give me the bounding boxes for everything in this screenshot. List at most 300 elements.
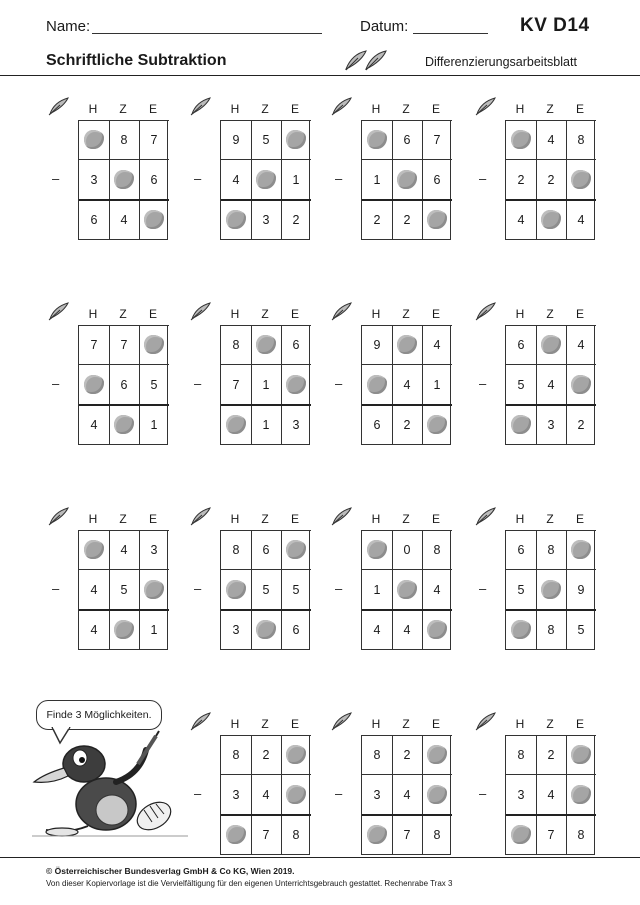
digit-cell: 8 xyxy=(232,747,240,762)
minus-sign: – xyxy=(335,376,343,391)
digit-cell: 6 xyxy=(150,172,158,187)
digit-cell: 2 xyxy=(262,747,270,762)
column-header: E xyxy=(575,102,584,116)
ink-blot-icon xyxy=(144,210,164,229)
digit-cell: 5 xyxy=(517,377,525,392)
ink-blot-icon xyxy=(511,825,531,844)
ink-blot-icon xyxy=(144,335,164,354)
missing-digit-cell[interactable] xyxy=(362,365,392,404)
column-header: E xyxy=(575,307,584,321)
ink-blot-icon xyxy=(541,335,561,354)
subtraction-problem xyxy=(190,90,320,240)
digit-cell: 0 xyxy=(403,542,411,557)
digit-cell: 4 xyxy=(120,542,128,557)
digit-cell: 1 xyxy=(150,622,158,637)
digit-cell: 3 xyxy=(232,622,240,637)
column-header: Z xyxy=(119,307,127,321)
feather-quill-icon xyxy=(331,96,355,116)
column-header: Z xyxy=(261,102,269,116)
missing-digit-cell[interactable] xyxy=(422,405,452,444)
digit-cell: 4 xyxy=(120,212,128,227)
digit-cell: 2 xyxy=(547,747,555,762)
missing-digit-cell[interactable] xyxy=(79,530,109,569)
column-header: H xyxy=(371,307,381,321)
digit-cell: 3 xyxy=(517,787,525,802)
minus-sign: – xyxy=(52,376,60,391)
digit-cell: 4 xyxy=(547,377,555,392)
minus-sign: – xyxy=(52,581,60,596)
column-header: H xyxy=(230,307,240,321)
header-divider xyxy=(0,75,640,76)
digit-cell: 8 xyxy=(433,827,441,842)
subtraction-problem xyxy=(331,705,461,855)
place-value-grid xyxy=(361,713,451,855)
digit-cell: 8 xyxy=(547,622,555,637)
column-header: E xyxy=(431,307,440,321)
footer-copyright: © Österreichischer Bundesverlag GmbH & Co KG, Wien 2019. xyxy=(46,866,295,876)
digit-cell: 1 xyxy=(373,172,381,187)
digit-cell: 6 xyxy=(120,377,128,392)
digit-cell: 4 xyxy=(403,377,411,392)
missing-digit-cell[interactable] xyxy=(362,120,392,159)
digit-cell: 2 xyxy=(403,212,411,227)
feather-quill-icon xyxy=(475,506,499,526)
column-header: H xyxy=(371,512,381,526)
column-header: H xyxy=(371,717,381,731)
name-label: Name: xyxy=(46,18,91,35)
digit-cell: 1 xyxy=(262,417,270,432)
digit-cell: 8 xyxy=(433,542,441,557)
digit-cell: 8 xyxy=(373,747,381,762)
ink-blot-icon xyxy=(286,785,306,804)
digit-cell: 2 xyxy=(547,172,555,187)
digit-cell: 3 xyxy=(90,172,98,187)
ink-blot-icon xyxy=(226,415,246,434)
digit-cell: 4 xyxy=(547,787,555,802)
missing-digit-cell[interactable] xyxy=(392,160,422,199)
ink-blot-icon xyxy=(427,745,447,764)
place-value-grid xyxy=(505,713,595,855)
column-header: E xyxy=(148,102,157,116)
ink-blot-icon xyxy=(114,170,134,189)
ink-blot-icon xyxy=(511,130,531,149)
missing-digit-cell[interactable] xyxy=(566,160,596,199)
ink-blot-icon xyxy=(427,785,447,804)
column-header: Z xyxy=(402,512,410,526)
digit-cell: 2 xyxy=(403,417,411,432)
column-header: E xyxy=(148,512,157,526)
column-header: Z xyxy=(402,307,410,321)
feather-quill-icon xyxy=(48,301,72,321)
place-value-grid xyxy=(220,508,310,650)
column-header: H xyxy=(371,102,381,116)
ink-blot-icon xyxy=(367,375,387,394)
minus-sign: – xyxy=(479,786,487,801)
feather-quill-icon xyxy=(331,506,355,526)
digit-cell: 3 xyxy=(150,542,158,557)
subtraction-problem xyxy=(331,90,461,240)
feather-quill-icon xyxy=(190,506,214,526)
ink-blot-icon xyxy=(511,620,531,639)
place-value-grid xyxy=(78,98,168,240)
digit-cell: 4 xyxy=(90,582,98,597)
ink-blot-icon xyxy=(571,170,591,189)
feather-quill-icon xyxy=(331,711,355,731)
missing-digit-cell[interactable] xyxy=(281,365,311,404)
ink-blot-icon xyxy=(571,745,591,764)
missing-digit-cell[interactable] xyxy=(362,530,392,569)
digit-cell: 6 xyxy=(433,172,441,187)
digit-cell: 8 xyxy=(577,132,585,147)
digit-cell: 4 xyxy=(433,582,441,597)
digit-cell: 9 xyxy=(373,337,381,352)
missing-digit-cell[interactable] xyxy=(139,325,169,364)
place-value-grid xyxy=(361,508,451,650)
minus-sign: – xyxy=(479,376,487,391)
missing-digit-cell[interactable] xyxy=(281,775,311,814)
ink-blot-icon xyxy=(367,825,387,844)
minus-sign: – xyxy=(194,376,202,391)
digit-cell: 4 xyxy=(517,212,525,227)
missing-digit-cell[interactable] xyxy=(506,815,536,854)
feather-quill-icon xyxy=(48,96,72,116)
missing-digit-cell[interactable] xyxy=(79,365,109,404)
speech-bubble xyxy=(36,700,162,730)
minus-sign: – xyxy=(52,171,60,186)
digit-cell: 6 xyxy=(517,337,525,352)
ink-blot-icon xyxy=(286,375,306,394)
difficulty-feathers-icon xyxy=(344,48,390,72)
missing-digit-cell[interactable] xyxy=(536,200,566,239)
missing-digit-cell[interactable] xyxy=(281,735,311,774)
place-value-grid xyxy=(220,303,310,445)
missing-digit-cell[interactable] xyxy=(251,610,281,649)
missing-digit-cell[interactable] xyxy=(109,610,139,649)
column-header: E xyxy=(431,717,440,731)
feather-quill-icon xyxy=(475,711,499,731)
worksheet-code: KV D14 xyxy=(520,15,590,36)
footer-divider xyxy=(0,857,640,858)
digit-cell: 6 xyxy=(292,622,300,637)
date-field[interactable] xyxy=(413,33,488,34)
minus-sign: – xyxy=(335,786,343,801)
digit-cell: 3 xyxy=(292,417,300,432)
column-header: Z xyxy=(402,717,410,731)
digit-cell: 3 xyxy=(232,787,240,802)
digit-cell: 2 xyxy=(517,172,525,187)
missing-digit-cell[interactable] xyxy=(506,610,536,649)
digit-cell: 1 xyxy=(150,417,158,432)
place-value-grid xyxy=(361,303,451,445)
digit-cell: 7 xyxy=(120,337,128,352)
ink-blot-icon xyxy=(427,210,447,229)
column-header: E xyxy=(290,102,299,116)
speech-bubble-text: Finde 3 Möglichkeiten. xyxy=(46,709,152,721)
place-value-grid xyxy=(78,303,168,445)
ink-blot-icon xyxy=(397,170,417,189)
digit-cell: 7 xyxy=(547,827,555,842)
subtraction-problem xyxy=(331,295,461,445)
minus-sign: – xyxy=(335,581,343,596)
missing-digit-cell[interactable] xyxy=(536,570,566,609)
footer-note: Von dieser Kopiervorlage ist die Vervielfältigung für den eigenen Unterrichtsgebrauch gestattet. Rechenrabe Trax 3 xyxy=(46,879,453,888)
column-header: H xyxy=(230,512,240,526)
digit-cell: 9 xyxy=(232,132,240,147)
column-header: Z xyxy=(546,717,554,731)
raven-mascot-icon xyxy=(28,730,198,840)
place-value-grid xyxy=(361,98,451,240)
column-header: H xyxy=(515,512,525,526)
column-header: H xyxy=(88,512,98,526)
missing-digit-cell[interactable] xyxy=(422,610,452,649)
subtraction-problem xyxy=(331,500,461,650)
ink-blot-icon xyxy=(286,130,306,149)
digit-cell: 5 xyxy=(577,622,585,637)
missing-digit-cell[interactable] xyxy=(566,365,596,404)
ink-blot-icon xyxy=(256,170,276,189)
missing-digit-cell[interactable] xyxy=(221,405,251,444)
missing-digit-cell[interactable] xyxy=(281,530,311,569)
ink-blot-icon xyxy=(367,540,387,559)
missing-digit-cell[interactable] xyxy=(422,775,452,814)
subtraction-problem xyxy=(475,705,605,855)
ink-blot-icon xyxy=(511,415,531,434)
missing-digit-cell[interactable] xyxy=(566,775,596,814)
column-header: E xyxy=(290,307,299,321)
missing-digit-cell[interactable] xyxy=(109,405,139,444)
column-header: Z xyxy=(546,512,554,526)
digit-cell: 7 xyxy=(262,827,270,842)
column-header: E xyxy=(148,307,157,321)
missing-digit-cell[interactable] xyxy=(566,735,596,774)
digit-cell: 5 xyxy=(120,582,128,597)
feather-quill-icon xyxy=(190,301,214,321)
missing-digit-cell[interactable] xyxy=(506,405,536,444)
subtraction-problem xyxy=(475,295,605,445)
column-header: H xyxy=(515,102,525,116)
column-header: H xyxy=(230,102,240,116)
digit-cell: 4 xyxy=(262,787,270,802)
ink-blot-icon xyxy=(114,415,134,434)
digit-cell: 6 xyxy=(373,417,381,432)
digit-cell: 4 xyxy=(373,622,381,637)
minus-sign: – xyxy=(335,171,343,186)
worksheet-title: Schriftliche Subtraktion xyxy=(46,52,227,69)
missing-digit-cell[interactable] xyxy=(392,325,422,364)
digit-cell: 4 xyxy=(403,787,411,802)
column-header: E xyxy=(431,102,440,116)
digit-cell: 1 xyxy=(262,377,270,392)
column-header: E xyxy=(431,512,440,526)
digit-cell: 3 xyxy=(547,417,555,432)
feather-quill-icon xyxy=(475,301,499,321)
ink-blot-icon xyxy=(84,375,104,394)
ink-blot-icon xyxy=(541,210,561,229)
missing-digit-cell[interactable] xyxy=(392,570,422,609)
missing-digit-cell[interactable] xyxy=(251,325,281,364)
missing-digit-cell[interactable] xyxy=(506,120,536,159)
ink-blot-icon xyxy=(114,620,134,639)
column-header: H xyxy=(230,717,240,731)
digit-cell: 2 xyxy=(292,212,300,227)
missing-digit-cell[interactable] xyxy=(422,735,452,774)
column-header: Z xyxy=(261,717,269,731)
ink-blot-icon xyxy=(397,335,417,354)
column-header: H xyxy=(515,307,525,321)
feather-quill-icon xyxy=(331,301,355,321)
ink-blot-icon xyxy=(427,620,447,639)
ink-blot-icon xyxy=(571,785,591,804)
minus-sign: – xyxy=(479,171,487,186)
ink-blot-icon xyxy=(226,580,246,599)
subtraction-problem xyxy=(475,500,605,650)
column-header: Z xyxy=(546,307,554,321)
column-header: Z xyxy=(261,307,269,321)
ink-blot-icon xyxy=(367,130,387,149)
column-header: Z xyxy=(402,102,410,116)
place-value-grid xyxy=(220,98,310,240)
column-header: E xyxy=(575,717,584,731)
digit-cell: 7 xyxy=(403,827,411,842)
digit-cell: 5 xyxy=(517,582,525,597)
ink-blot-icon xyxy=(571,375,591,394)
digit-cell: 4 xyxy=(577,212,585,227)
place-value-grid xyxy=(220,713,310,855)
missing-digit-cell[interactable] xyxy=(566,530,596,569)
ink-blot-icon xyxy=(256,335,276,354)
subtraction-problem xyxy=(48,500,178,650)
digit-cell: 4 xyxy=(577,337,585,352)
ink-blot-icon xyxy=(571,540,591,559)
ink-blot-icon xyxy=(541,580,561,599)
digit-cell: 4 xyxy=(403,622,411,637)
digit-cell: 6 xyxy=(517,542,525,557)
ink-blot-icon xyxy=(397,580,417,599)
digit-cell: 2 xyxy=(577,417,585,432)
ink-blot-icon xyxy=(84,540,104,559)
digit-cell: 1 xyxy=(292,172,300,187)
missing-digit-cell[interactable] xyxy=(221,200,251,239)
digit-cell: 4 xyxy=(90,622,98,637)
column-header: Z xyxy=(261,512,269,526)
column-header: E xyxy=(290,717,299,731)
digit-cell: 5 xyxy=(150,377,158,392)
feather-quill-icon xyxy=(190,711,214,731)
digit-cell: 6 xyxy=(262,542,270,557)
column-header: H xyxy=(515,717,525,731)
feather-quill-icon xyxy=(48,506,72,526)
missing-digit-cell[interactable] xyxy=(139,200,169,239)
column-header: H xyxy=(88,307,98,321)
ink-blot-icon xyxy=(256,620,276,639)
digit-cell: 4 xyxy=(433,337,441,352)
column-header: E xyxy=(290,512,299,526)
digit-cell: 7 xyxy=(150,132,158,147)
column-header: Z xyxy=(546,102,554,116)
digit-cell: 8 xyxy=(292,827,300,842)
place-value-grid xyxy=(78,508,168,650)
digit-cell: 8 xyxy=(232,337,240,352)
digit-cell: 8 xyxy=(232,542,240,557)
missing-digit-cell[interactable] xyxy=(422,200,452,239)
missing-digit-cell[interactable] xyxy=(221,815,251,854)
minus-sign: – xyxy=(479,581,487,596)
date-label: Datum: xyxy=(360,18,409,35)
digit-cell: 6 xyxy=(90,212,98,227)
digit-cell: 4 xyxy=(547,132,555,147)
digit-cell: 2 xyxy=(373,212,381,227)
ink-blot-icon xyxy=(144,580,164,599)
place-value-grid xyxy=(505,303,595,445)
subtraction-problem xyxy=(190,500,320,650)
column-header: Z xyxy=(119,512,127,526)
digit-cell: 4 xyxy=(232,172,240,187)
minus-sign: – xyxy=(194,171,202,186)
column-header: E xyxy=(575,512,584,526)
ink-blot-icon xyxy=(286,540,306,559)
digit-cell: 5 xyxy=(262,132,270,147)
digit-cell: 8 xyxy=(517,747,525,762)
ink-blot-icon xyxy=(84,130,104,149)
missing-digit-cell[interactable] xyxy=(79,120,109,159)
feather-quill-icon xyxy=(475,96,499,116)
missing-digit-cell[interactable] xyxy=(139,570,169,609)
missing-digit-cell[interactable] xyxy=(221,570,251,609)
subtraction-problem xyxy=(190,705,320,855)
digit-cell: 5 xyxy=(292,582,300,597)
digit-cell: 7 xyxy=(232,377,240,392)
column-header: H xyxy=(88,102,98,116)
digit-cell: 6 xyxy=(292,337,300,352)
ink-blot-icon xyxy=(226,825,246,844)
digit-cell: 8 xyxy=(120,132,128,147)
missing-digit-cell[interactable] xyxy=(281,120,311,159)
digit-cell: 8 xyxy=(577,827,585,842)
ink-blot-icon xyxy=(286,745,306,764)
digit-cell: 8 xyxy=(547,542,555,557)
missing-digit-cell[interactable] xyxy=(536,325,566,364)
name-field[interactable] xyxy=(92,33,322,34)
digit-cell: 7 xyxy=(433,132,441,147)
subtraction-problem xyxy=(475,90,605,240)
digit-cell: 1 xyxy=(433,377,441,392)
minus-sign: – xyxy=(194,786,202,801)
feather-quill-icon xyxy=(190,96,214,116)
missing-digit-cell[interactable] xyxy=(109,160,139,199)
digit-cell: 3 xyxy=(262,212,270,227)
digit-cell: 4 xyxy=(90,417,98,432)
digit-cell: 1 xyxy=(373,582,381,597)
subtraction-problem xyxy=(48,90,178,240)
place-value-grid xyxy=(505,98,595,240)
ink-blot-icon xyxy=(226,210,246,229)
digit-cell: 5 xyxy=(262,582,270,597)
column-header: Z xyxy=(119,102,127,116)
digit-cell: 9 xyxy=(577,582,585,597)
digit-cell: 3 xyxy=(373,787,381,802)
digit-cell: 7 xyxy=(90,337,98,352)
digit-cell: 6 xyxy=(403,132,411,147)
ink-blot-icon xyxy=(427,415,447,434)
missing-digit-cell[interactable] xyxy=(362,815,392,854)
subtraction-problem xyxy=(190,295,320,445)
digit-cell: 2 xyxy=(403,747,411,762)
missing-digit-cell[interactable] xyxy=(251,160,281,199)
sheet-type: Differenzierungsarbeitsblatt xyxy=(425,55,577,69)
minus-sign: – xyxy=(194,581,202,596)
subtraction-problem xyxy=(48,295,178,445)
place-value-grid xyxy=(505,508,595,650)
